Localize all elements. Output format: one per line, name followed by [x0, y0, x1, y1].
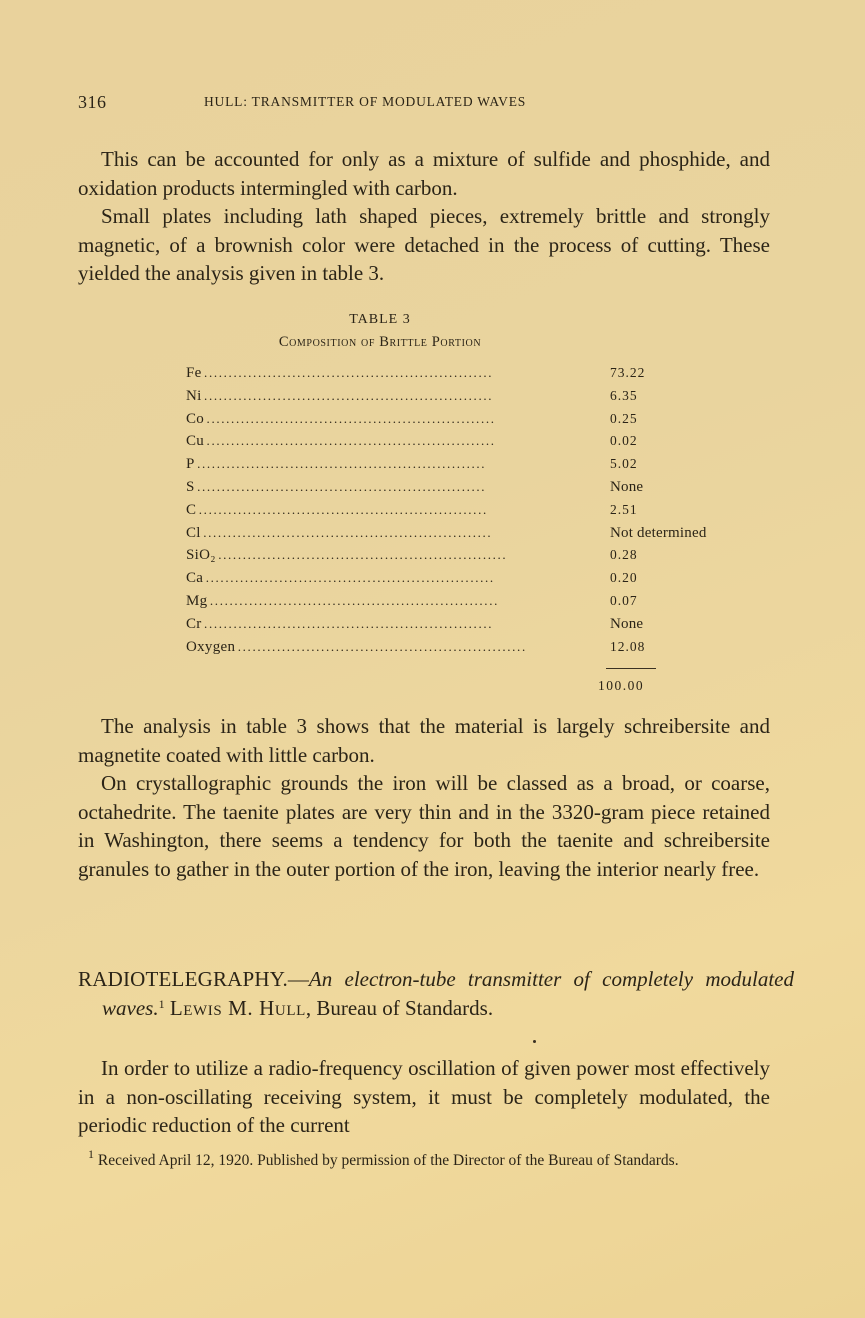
element-value: 2.51	[610, 501, 638, 517]
element-value: 0.07	[610, 592, 638, 608]
page-number: 316	[78, 92, 107, 112]
composition-table	[186, 362, 746, 658]
element-name: S . . .	[186, 476, 590, 498]
table-row	[186, 544, 746, 567]
element-name: C . . .	[186, 499, 590, 521]
composition-table-block	[186, 312, 746, 694]
running-head	[78, 92, 770, 116]
table-row	[186, 385, 746, 408]
element-value: 5.02	[610, 456, 638, 472]
table-row	[186, 499, 746, 522]
footnote-marker: 1	[88, 1147, 94, 1161]
table-row	[186, 613, 746, 636]
article-subject: RADIOTELEGRAPHY.	[78, 967, 288, 991]
element-value: 0.20	[610, 570, 638, 586]
element-value: 0.02	[610, 433, 638, 449]
element-value: None	[610, 615, 644, 632]
element-value: 6.35	[610, 387, 638, 403]
table-row	[186, 408, 746, 431]
element-name: Cr . . .	[186, 613, 590, 635]
paragraph-brittle-plates: Small plates including lath shaped pieces, extremely brittle and strongly magnetic, of a brownish color were detached in the process of cutting. These yielded the analysis given in table 3.	[78, 204, 770, 285]
element-value: 73.22	[610, 365, 646, 380]
element-name: SiO₂ . . .	[186, 544, 590, 566]
element-name: Ca . . .	[186, 567, 590, 589]
table-subcaption: Composition of Brittle Portion	[278, 334, 482, 350]
article-affiliation: , Bureau of Standards.	[305, 995, 494, 1020]
article-heading	[78, 965, 794, 1022]
table-row	[186, 362, 746, 385]
element-name: P . . .	[186, 453, 590, 475]
paragraph-crystallographic: On crystallographic grounds the iron will be classed as a broad, or coarse, octahedrite. The taenite plates are very thin and in the 3320-gram piece retained in Washington, there seems a tendency for both the taenite and schreibersite granules to gather in the outer portion of the iron, leaving the interior nearly free.	[78, 771, 770, 881]
element-name: Ni . . .	[186, 385, 590, 407]
element-name: Cl . . .	[186, 522, 590, 544]
table-row	[186, 522, 746, 545]
element-value: 12.08	[610, 638, 646, 654]
footnote-text: Received April 12, 1920. Published by permission of the Director of the Bureau of Standards.	[97, 1152, 679, 1169]
table-row	[186, 476, 746, 499]
table-row	[186, 590, 746, 613]
table-row	[186, 430, 746, 453]
total-rule	[606, 668, 656, 669]
table-total: 100.00	[598, 678, 645, 694]
table-row	[186, 567, 746, 590]
article-author: Lewis M. Hull	[169, 995, 306, 1020]
element-value: Not determined	[610, 524, 707, 541]
paragraph-sulfide-phosphide: This can be accounted for only as a mixture of sulfide and phosphide, and oxidation products intermingled with carbon.	[78, 147, 770, 200]
element-name: Mg . . .	[186, 590, 590, 612]
article-title: An electron-tube transmitter of completely modulated waves.	[102, 967, 794, 1020]
element-name: Oxygen . . .	[186, 636, 590, 658]
element-value: 0.28	[610, 547, 638, 563]
paragraph-analysis-result: The analysis in table 3 shows that the material is largely schreibersite and magnetite coated with little carbon.	[78, 714, 770, 767]
element-name: Cu . . .	[186, 430, 590, 452]
print-speck	[533, 1040, 536, 1043]
running-head-title: HULL: TRANSMITTER OF MODULATED WAVES	[204, 94, 527, 109]
element-value: None	[610, 478, 644, 495]
element-value: 0.25	[610, 410, 638, 426]
footnote-reference[interactable]: 1	[158, 996, 165, 1011]
element-name: Co . . .	[186, 408, 590, 430]
table-caption: TABLE 3	[349, 312, 411, 327]
article-dash: —	[287, 967, 309, 991]
paragraph-radio-frequency: In order to utilize a radio-frequency oscillation of given power most effectively in a non-oscillating receiving system, it must be completely modulated, the periodic reduction of the current	[78, 1056, 770, 1137]
table-row	[186, 453, 746, 476]
element-name: Fe . . .	[186, 362, 590, 384]
footnote	[78, 1147, 770, 1171]
table-row	[186, 636, 746, 659]
